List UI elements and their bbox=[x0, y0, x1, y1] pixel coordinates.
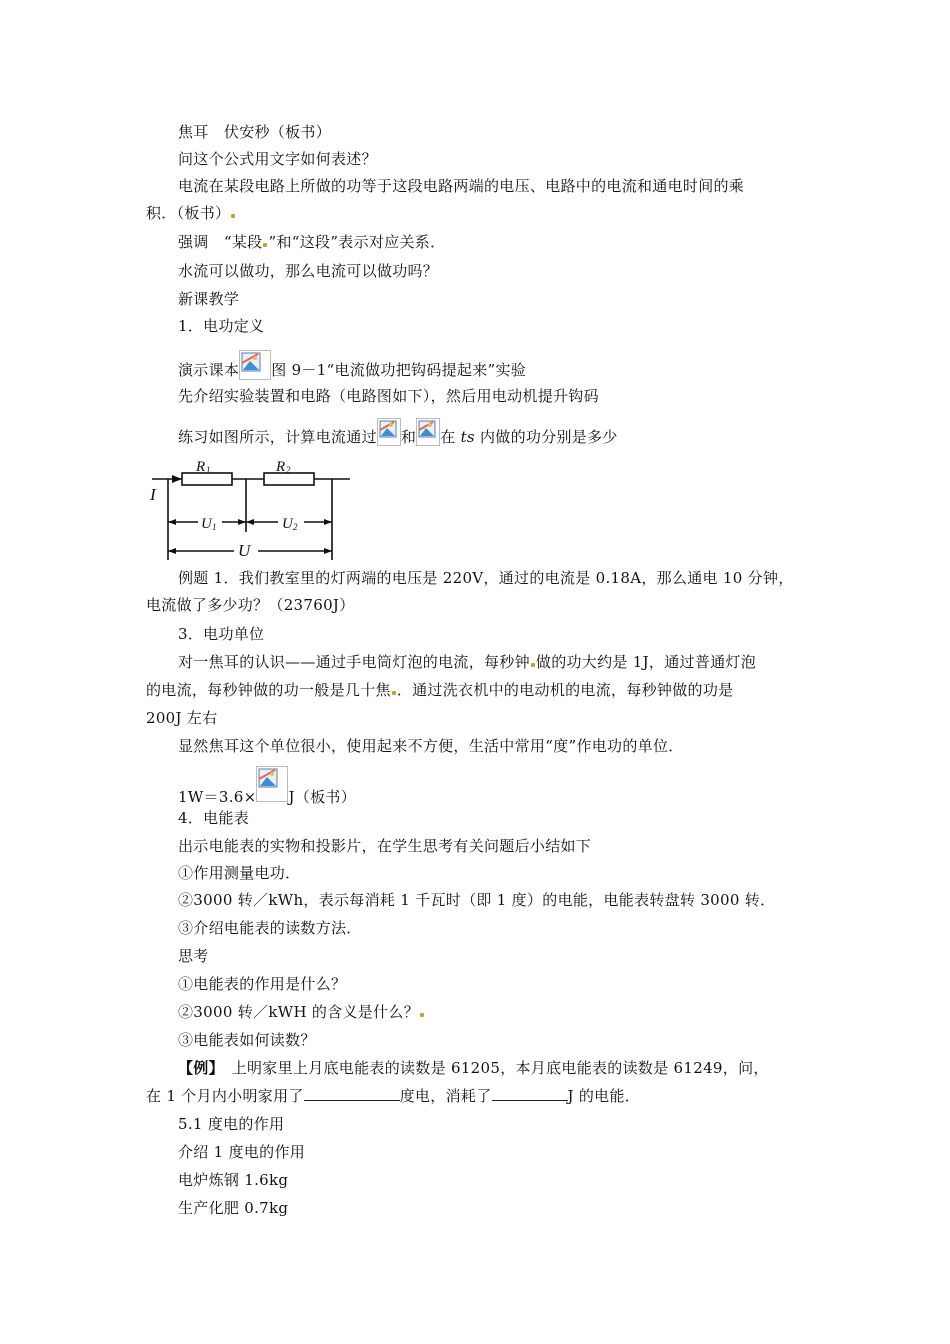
text-line bbox=[178, 356, 526, 386]
label-u1-sub: 1 bbox=[212, 522, 217, 532]
text-span: 的电流，每秒钟做的功一般是几十焦 bbox=[146, 681, 391, 699]
text-span: ts bbox=[460, 428, 475, 446]
dot-mark bbox=[531, 663, 535, 667]
text-line: 焦耳 伏安秒（板书） bbox=[178, 123, 332, 141]
text-line: 例题 1．我们教室里的灯两端的电压是 220V，通过的电流是 0.18A，那么通电 10 分钟， bbox=[178, 569, 794, 587]
text-span: 和 bbox=[400, 428, 417, 446]
text-span: 练习如图所示，计算电流通过 bbox=[178, 428, 377, 446]
text-line: ②3000 转／kWh，表示每消耗 1 千瓦时（即 1 度）的电能，电能表转盘转 3000 转． bbox=[178, 891, 776, 909]
text-line: 显然焦耳这个单位很小，使用起来不方便，生活中常用“度”作电功的单位． bbox=[178, 737, 684, 755]
text-line: 出示电能表的实物和投影片，在学生思考有关问题后小结如下 bbox=[178, 837, 592, 855]
broken-image-icon bbox=[239, 350, 271, 380]
text-line: 介绍 1 度电的作用 bbox=[178, 1143, 306, 1161]
text-span: ．通过洗衣机中的电动机的电流，每秒钟做的功是 bbox=[396, 681, 734, 699]
label-current: I bbox=[150, 485, 156, 504]
label-u2: U bbox=[282, 516, 293, 532]
text-line bbox=[146, 203, 236, 223]
text-line bbox=[178, 1002, 425, 1022]
text-line: ③介绍电能表的读数方法． bbox=[178, 919, 362, 937]
text-span: 强调 “某段 bbox=[178, 233, 263, 251]
text-line: 电流做了多少功？（23760J） bbox=[146, 596, 355, 614]
text-span: J 的电能． bbox=[567, 1087, 641, 1105]
text-span: 内做的功分别是多少 bbox=[474, 428, 618, 446]
text-span: 度电，消耗了 bbox=[399, 1087, 492, 1105]
label-u: U bbox=[238, 541, 251, 560]
section-heading: 3．电功单位 bbox=[178, 625, 265, 643]
text-span: 1W＝3.6× bbox=[178, 788, 257, 806]
text-line: ①作用测量电功． bbox=[178, 864, 301, 882]
label-r1: R bbox=[196, 459, 206, 475]
text-span: 积．（板书） bbox=[146, 204, 231, 222]
text-span: ”和“这段”表示对应关系． bbox=[268, 233, 446, 251]
section-heading: 5.1 度电的作用 bbox=[178, 1115, 285, 1133]
text-line bbox=[178, 232, 445, 252]
answer-blank[interactable] bbox=[304, 1086, 400, 1101]
dot-mark bbox=[231, 214, 235, 218]
label-r1-sub: 1 bbox=[206, 465, 211, 475]
text-span: 演示课本 bbox=[178, 361, 240, 379]
broken-image-icon bbox=[377, 418, 401, 446]
text-line: 电炉炼钢 1.6kg bbox=[178, 1171, 289, 1189]
dot-mark bbox=[420, 1013, 424, 1017]
dot-mark bbox=[392, 691, 396, 695]
answer-blank[interactable] bbox=[492, 1086, 568, 1101]
text-line: 问这个公式用文字如何表述？ bbox=[178, 150, 377, 168]
text-line bbox=[146, 680, 733, 700]
text-span: 做的功大约是 1J，通过普通灯泡 bbox=[535, 653, 757, 671]
label-u2-sub: 2 bbox=[293, 522, 298, 532]
text-line: 生产化肥 0.7kg bbox=[178, 1199, 289, 1217]
dot-mark bbox=[263, 243, 267, 247]
text-span: 对一焦耳的认识——通过手电筒灯泡的电流，每秒钟 bbox=[178, 653, 530, 671]
section-heading: 4．电能表 bbox=[178, 809, 250, 827]
text-span: 在 1 个月内小明家用了 bbox=[146, 1087, 304, 1105]
text-line: 先介绍实验装置和电路（电路图如下），然后用电动机提升钩码 bbox=[178, 387, 599, 405]
text-line bbox=[178, 652, 756, 672]
text-span: J（板书） bbox=[288, 788, 356, 806]
text-line: 思考 bbox=[178, 947, 209, 965]
text-line bbox=[178, 424, 618, 452]
text-line bbox=[178, 1058, 769, 1078]
text-line: 电流在某段电路上所做的功等于这段电路两端的电压、电路中的电流和通电时间的乘 bbox=[178, 177, 745, 195]
broken-image-icon bbox=[416, 418, 440, 446]
text-span: ②3000 转／kWH 的含义是什么？ bbox=[178, 1003, 419, 1021]
text-line bbox=[146, 1086, 640, 1106]
text-line: 新课教学 bbox=[178, 290, 240, 308]
label-r2-sub: 2 bbox=[286, 465, 291, 475]
text-span: 图 9－1“电流做功把钩码提起来”实验 bbox=[271, 361, 527, 379]
section-heading: 1．电功定义 bbox=[178, 317, 265, 335]
label-u1: U bbox=[201, 516, 212, 532]
text-line: 200J 左右 bbox=[146, 709, 218, 727]
text-span: 上明家里上月底电能表的读数是 61205，本月底电能表的读数是 61249，问， bbox=[216, 1059, 769, 1077]
circuit-diagram bbox=[146, 450, 358, 562]
broken-image-icon bbox=[256, 766, 288, 802]
text-span: 在 bbox=[440, 428, 461, 446]
text-line: 水流可以做功，那么电流可以做功吗？ bbox=[178, 262, 439, 280]
text-line: ③电能表如何读数？ bbox=[178, 1031, 316, 1049]
text-line: ①电能表的作用是什么？ bbox=[178, 975, 347, 993]
example-tag: 【例】 bbox=[178, 1059, 217, 1077]
label-r2: R bbox=[276, 459, 286, 475]
